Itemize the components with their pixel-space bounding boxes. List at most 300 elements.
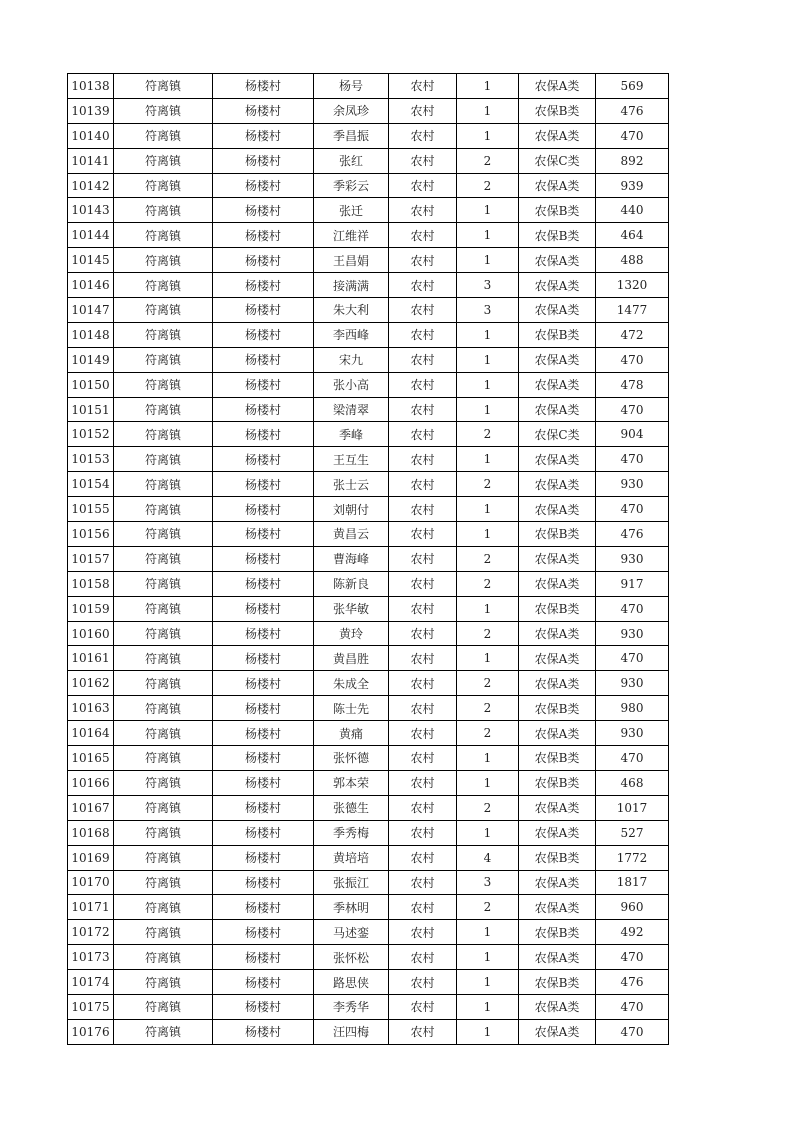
type-cell: 农村 bbox=[389, 920, 457, 945]
type-cell: 农村 bbox=[389, 746, 457, 771]
id-cell: 10166 bbox=[68, 770, 114, 795]
amount-cell: 569 bbox=[596, 74, 669, 99]
amount-cell: 527 bbox=[596, 820, 669, 845]
name-cell: 王互生 bbox=[314, 447, 389, 472]
table-row bbox=[68, 870, 669, 895]
village-cell: 杨楼村 bbox=[213, 123, 314, 148]
amount-cell: 980 bbox=[596, 696, 669, 721]
name-cell: 梁清翠 bbox=[314, 397, 389, 422]
household-count-cell: 4 bbox=[457, 845, 519, 870]
household-count-cell: 3 bbox=[457, 870, 519, 895]
town-cell: 符离镇 bbox=[114, 721, 213, 746]
name-cell: 黄昌云 bbox=[314, 522, 389, 547]
table-row bbox=[68, 422, 669, 447]
village-cell: 杨楼村 bbox=[213, 671, 314, 696]
category-cell: 农保A类 bbox=[519, 248, 596, 273]
category-cell: 农保A类 bbox=[519, 298, 596, 323]
town-cell: 符离镇 bbox=[114, 770, 213, 795]
type-cell: 农村 bbox=[389, 845, 457, 870]
id-cell: 10156 bbox=[68, 522, 114, 547]
id-cell: 10155 bbox=[68, 497, 114, 522]
category-cell: 农保A类 bbox=[519, 994, 596, 1019]
household-count-cell: 1 bbox=[457, 1019, 519, 1044]
household-count-cell: 1 bbox=[457, 497, 519, 522]
amount-cell: 470 bbox=[596, 123, 669, 148]
amount-cell: 470 bbox=[596, 497, 669, 522]
table-row bbox=[68, 322, 669, 347]
name-cell: 汪四梅 bbox=[314, 1019, 389, 1044]
household-count-cell: 1 bbox=[457, 123, 519, 148]
type-cell: 农村 bbox=[389, 945, 457, 970]
type-cell: 农村 bbox=[389, 870, 457, 895]
category-cell: 农保A类 bbox=[519, 472, 596, 497]
household-count-cell: 1 bbox=[457, 347, 519, 372]
amount-cell: 488 bbox=[596, 248, 669, 273]
id-cell: 10159 bbox=[68, 596, 114, 621]
id-cell: 10148 bbox=[68, 322, 114, 347]
household-count-cell: 1 bbox=[457, 248, 519, 273]
table-row bbox=[68, 497, 669, 522]
name-cell: 季彩云 bbox=[314, 173, 389, 198]
household-count-cell: 1 bbox=[457, 198, 519, 223]
name-cell: 路思侠 bbox=[314, 970, 389, 995]
category-cell: 农保A类 bbox=[519, 621, 596, 646]
table-body bbox=[68, 74, 669, 1045]
type-cell: 农村 bbox=[389, 770, 457, 795]
amount-cell: 930 bbox=[596, 621, 669, 646]
type-cell: 农村 bbox=[389, 422, 457, 447]
type-cell: 农村 bbox=[389, 1019, 457, 1044]
id-cell: 10170 bbox=[68, 870, 114, 895]
village-cell: 杨楼村 bbox=[213, 347, 314, 372]
category-cell: 农保B类 bbox=[519, 522, 596, 547]
type-cell: 农村 bbox=[389, 198, 457, 223]
table-row bbox=[68, 920, 669, 945]
town-cell: 符离镇 bbox=[114, 845, 213, 870]
town-cell: 符离镇 bbox=[114, 546, 213, 571]
table-row bbox=[68, 198, 669, 223]
category-cell: 农保C类 bbox=[519, 148, 596, 173]
town-cell: 符离镇 bbox=[114, 696, 213, 721]
town-cell: 符离镇 bbox=[114, 472, 213, 497]
category-cell: 农保B类 bbox=[519, 596, 596, 621]
household-count-cell: 1 bbox=[457, 98, 519, 123]
id-cell: 10172 bbox=[68, 920, 114, 945]
table-row bbox=[68, 397, 669, 422]
table-row bbox=[68, 248, 669, 273]
table-row bbox=[68, 770, 669, 795]
name-cell: 季秀梅 bbox=[314, 820, 389, 845]
household-count-cell: 2 bbox=[457, 795, 519, 820]
name-cell: 张士云 bbox=[314, 472, 389, 497]
town-cell: 符离镇 bbox=[114, 497, 213, 522]
id-cell: 10162 bbox=[68, 671, 114, 696]
amount-cell: 476 bbox=[596, 522, 669, 547]
household-count-cell: 2 bbox=[457, 148, 519, 173]
village-cell: 杨楼村 bbox=[213, 223, 314, 248]
category-cell: 农保A类 bbox=[519, 546, 596, 571]
town-cell: 符离镇 bbox=[114, 596, 213, 621]
type-cell: 农村 bbox=[389, 596, 457, 621]
name-cell: 朱成全 bbox=[314, 671, 389, 696]
table-row bbox=[68, 273, 669, 298]
town-cell: 符离镇 bbox=[114, 671, 213, 696]
type-cell: 农村 bbox=[389, 571, 457, 596]
household-count-cell: 2 bbox=[457, 173, 519, 198]
table-row bbox=[68, 721, 669, 746]
name-cell: 江维祥 bbox=[314, 223, 389, 248]
town-cell: 符离镇 bbox=[114, 273, 213, 298]
village-cell: 杨楼村 bbox=[213, 721, 314, 746]
village-cell: 杨楼村 bbox=[213, 422, 314, 447]
household-count-cell: 1 bbox=[457, 945, 519, 970]
name-cell: 李西峰 bbox=[314, 322, 389, 347]
id-cell: 10176 bbox=[68, 1019, 114, 1044]
town-cell: 符离镇 bbox=[114, 746, 213, 771]
category-cell: 农保B类 bbox=[519, 98, 596, 123]
table-row bbox=[68, 347, 669, 372]
amount-cell: 472 bbox=[596, 322, 669, 347]
category-cell: 农保A类 bbox=[519, 795, 596, 820]
town-cell: 符离镇 bbox=[114, 173, 213, 198]
id-cell: 10144 bbox=[68, 223, 114, 248]
village-cell: 杨楼村 bbox=[213, 173, 314, 198]
id-cell: 10141 bbox=[68, 148, 114, 173]
town-cell: 符离镇 bbox=[114, 198, 213, 223]
village-cell: 杨楼村 bbox=[213, 696, 314, 721]
village-cell: 杨楼村 bbox=[213, 497, 314, 522]
name-cell: 陈士先 bbox=[314, 696, 389, 721]
amount-cell: 1477 bbox=[596, 298, 669, 323]
name-cell: 张华敏 bbox=[314, 596, 389, 621]
village-cell: 杨楼村 bbox=[213, 372, 314, 397]
village-cell: 杨楼村 bbox=[213, 98, 314, 123]
name-cell: 黄痛 bbox=[314, 721, 389, 746]
town-cell: 符离镇 bbox=[114, 945, 213, 970]
town-cell: 符离镇 bbox=[114, 322, 213, 347]
id-cell: 10147 bbox=[68, 298, 114, 323]
category-cell: 农保B类 bbox=[519, 845, 596, 870]
id-cell: 10138 bbox=[68, 74, 114, 99]
amount-cell: 470 bbox=[596, 945, 669, 970]
name-cell: 张红 bbox=[314, 148, 389, 173]
name-cell: 张振江 bbox=[314, 870, 389, 895]
town-cell: 符离镇 bbox=[114, 248, 213, 273]
amount-cell: 470 bbox=[596, 746, 669, 771]
id-cell: 10171 bbox=[68, 895, 114, 920]
id-cell: 10173 bbox=[68, 945, 114, 970]
table-row bbox=[68, 173, 669, 198]
name-cell: 张怀德 bbox=[314, 746, 389, 771]
amount-cell: 470 bbox=[596, 1019, 669, 1044]
village-cell: 杨楼村 bbox=[213, 74, 314, 99]
id-cell: 10161 bbox=[68, 646, 114, 671]
table-row bbox=[68, 298, 669, 323]
id-cell: 10165 bbox=[68, 746, 114, 771]
town-cell: 符离镇 bbox=[114, 223, 213, 248]
category-cell: 农保A类 bbox=[519, 671, 596, 696]
category-cell: 农保A类 bbox=[519, 497, 596, 522]
village-cell: 杨楼村 bbox=[213, 646, 314, 671]
village-cell: 杨楼村 bbox=[213, 870, 314, 895]
amount-cell: 476 bbox=[596, 98, 669, 123]
town-cell: 符离镇 bbox=[114, 1019, 213, 1044]
town-cell: 符离镇 bbox=[114, 621, 213, 646]
town-cell: 符离镇 bbox=[114, 920, 213, 945]
household-count-cell: 1 bbox=[457, 994, 519, 1019]
table-row bbox=[68, 571, 669, 596]
table-row bbox=[68, 522, 669, 547]
household-count-cell: 3 bbox=[457, 273, 519, 298]
table-row bbox=[68, 820, 669, 845]
household-count-cell: 1 bbox=[457, 322, 519, 347]
table-row bbox=[68, 148, 669, 173]
village-cell: 杨楼村 bbox=[213, 994, 314, 1019]
name-cell: 杨号 bbox=[314, 74, 389, 99]
table-row bbox=[68, 746, 669, 771]
table-row bbox=[68, 546, 669, 571]
id-cell: 10152 bbox=[68, 422, 114, 447]
type-cell: 农村 bbox=[389, 895, 457, 920]
table-row bbox=[68, 447, 669, 472]
village-cell: 杨楼村 bbox=[213, 920, 314, 945]
table-row bbox=[68, 596, 669, 621]
name-cell: 季峰 bbox=[314, 422, 389, 447]
household-count-cell: 2 bbox=[457, 472, 519, 497]
type-cell: 农村 bbox=[389, 273, 457, 298]
name-cell: 朱大利 bbox=[314, 298, 389, 323]
type-cell: 农村 bbox=[389, 671, 457, 696]
village-cell: 杨楼村 bbox=[213, 1019, 314, 1044]
category-cell: 农保A类 bbox=[519, 447, 596, 472]
town-cell: 符离镇 bbox=[114, 795, 213, 820]
table-row bbox=[68, 970, 669, 995]
village-cell: 杨楼村 bbox=[213, 621, 314, 646]
type-cell: 农村 bbox=[389, 223, 457, 248]
category-cell: 农保A类 bbox=[519, 646, 596, 671]
id-cell: 10154 bbox=[68, 472, 114, 497]
id-cell: 10169 bbox=[68, 845, 114, 870]
id-cell: 10174 bbox=[68, 970, 114, 995]
household-count-cell: 1 bbox=[457, 770, 519, 795]
amount-cell: 470 bbox=[596, 447, 669, 472]
type-cell: 农村 bbox=[389, 820, 457, 845]
category-cell: 农保C类 bbox=[519, 422, 596, 447]
household-count-cell: 2 bbox=[457, 671, 519, 696]
household-count-cell: 3 bbox=[457, 298, 519, 323]
name-cell: 张怀松 bbox=[314, 945, 389, 970]
table-row bbox=[68, 372, 669, 397]
household-count-cell: 1 bbox=[457, 397, 519, 422]
town-cell: 符离镇 bbox=[114, 123, 213, 148]
amount-cell: 1320 bbox=[596, 273, 669, 298]
household-count-cell: 1 bbox=[457, 970, 519, 995]
household-count-cell: 2 bbox=[457, 721, 519, 746]
type-cell: 农村 bbox=[389, 298, 457, 323]
type-cell: 农村 bbox=[389, 497, 457, 522]
name-cell: 刘朝付 bbox=[314, 497, 389, 522]
table-row bbox=[68, 696, 669, 721]
town-cell: 符离镇 bbox=[114, 98, 213, 123]
type-cell: 农村 bbox=[389, 173, 457, 198]
name-cell: 曹海峰 bbox=[314, 546, 389, 571]
category-cell: 农保A类 bbox=[519, 397, 596, 422]
type-cell: 农村 bbox=[389, 970, 457, 995]
household-count-cell: 1 bbox=[457, 920, 519, 945]
id-cell: 10145 bbox=[68, 248, 114, 273]
id-cell: 10151 bbox=[68, 397, 114, 422]
id-cell: 10139 bbox=[68, 98, 114, 123]
village-cell: 杨楼村 bbox=[213, 945, 314, 970]
type-cell: 农村 bbox=[389, 123, 457, 148]
amount-cell: 904 bbox=[596, 422, 669, 447]
type-cell: 农村 bbox=[389, 347, 457, 372]
table-row bbox=[68, 74, 669, 99]
town-cell: 符离镇 bbox=[114, 447, 213, 472]
village-cell: 杨楼村 bbox=[213, 820, 314, 845]
id-cell: 10168 bbox=[68, 820, 114, 845]
village-cell: 杨楼村 bbox=[213, 546, 314, 571]
type-cell: 农村 bbox=[389, 148, 457, 173]
name-cell: 接满满 bbox=[314, 273, 389, 298]
town-cell: 符离镇 bbox=[114, 347, 213, 372]
village-cell: 杨楼村 bbox=[213, 248, 314, 273]
town-cell: 符离镇 bbox=[114, 970, 213, 995]
name-cell: 张德生 bbox=[314, 795, 389, 820]
village-cell: 杨楼村 bbox=[213, 522, 314, 547]
id-cell: 10149 bbox=[68, 347, 114, 372]
type-cell: 农村 bbox=[389, 397, 457, 422]
amount-cell: 464 bbox=[596, 223, 669, 248]
amount-cell: 930 bbox=[596, 721, 669, 746]
id-cell: 10167 bbox=[68, 795, 114, 820]
id-cell: 10157 bbox=[68, 546, 114, 571]
type-cell: 农村 bbox=[389, 522, 457, 547]
category-cell: 农保A类 bbox=[519, 895, 596, 920]
village-cell: 杨楼村 bbox=[213, 596, 314, 621]
id-cell: 10146 bbox=[68, 273, 114, 298]
village-cell: 杨楼村 bbox=[213, 148, 314, 173]
category-cell: 农保A类 bbox=[519, 123, 596, 148]
table-row bbox=[68, 845, 669, 870]
name-cell: 郭本荣 bbox=[314, 770, 389, 795]
village-cell: 杨楼村 bbox=[213, 447, 314, 472]
village-cell: 杨楼村 bbox=[213, 770, 314, 795]
amount-cell: 478 bbox=[596, 372, 669, 397]
type-cell: 农村 bbox=[389, 98, 457, 123]
table-row bbox=[68, 994, 669, 1019]
household-count-cell: 1 bbox=[457, 223, 519, 248]
id-cell: 10160 bbox=[68, 621, 114, 646]
beneficiary-table bbox=[67, 73, 669, 1045]
household-count-cell: 2 bbox=[457, 546, 519, 571]
category-cell: 农保A类 bbox=[519, 945, 596, 970]
type-cell: 农村 bbox=[389, 372, 457, 397]
household-count-cell: 1 bbox=[457, 820, 519, 845]
id-cell: 10143 bbox=[68, 198, 114, 223]
amount-cell: 939 bbox=[596, 173, 669, 198]
amount-cell: 930 bbox=[596, 472, 669, 497]
town-cell: 符离镇 bbox=[114, 372, 213, 397]
town-cell: 符离镇 bbox=[114, 994, 213, 1019]
town-cell: 符离镇 bbox=[114, 74, 213, 99]
town-cell: 符离镇 bbox=[114, 422, 213, 447]
amount-cell: 930 bbox=[596, 546, 669, 571]
name-cell: 张迁 bbox=[314, 198, 389, 223]
amount-cell: 492 bbox=[596, 920, 669, 945]
category-cell: 农保B类 bbox=[519, 696, 596, 721]
town-cell: 符离镇 bbox=[114, 298, 213, 323]
amount-cell: 930 bbox=[596, 671, 669, 696]
category-cell: 农保B类 bbox=[519, 920, 596, 945]
category-cell: 农保A类 bbox=[519, 571, 596, 596]
type-cell: 农村 bbox=[389, 696, 457, 721]
table-row bbox=[68, 1019, 669, 1044]
table-row bbox=[68, 646, 669, 671]
amount-cell: 1817 bbox=[596, 870, 669, 895]
category-cell: 农保B类 bbox=[519, 198, 596, 223]
id-cell: 10150 bbox=[68, 372, 114, 397]
amount-cell: 470 bbox=[596, 397, 669, 422]
household-count-cell: 2 bbox=[457, 571, 519, 596]
town-cell: 符离镇 bbox=[114, 148, 213, 173]
type-cell: 农村 bbox=[389, 322, 457, 347]
type-cell: 农村 bbox=[389, 621, 457, 646]
town-cell: 符离镇 bbox=[114, 646, 213, 671]
type-cell: 农村 bbox=[389, 646, 457, 671]
category-cell: 农保B类 bbox=[519, 223, 596, 248]
category-cell: 农保A类 bbox=[519, 870, 596, 895]
household-count-cell: 1 bbox=[457, 596, 519, 621]
amount-cell: 476 bbox=[596, 970, 669, 995]
household-count-cell: 1 bbox=[457, 522, 519, 547]
village-cell: 杨楼村 bbox=[213, 845, 314, 870]
category-cell: 农保A类 bbox=[519, 347, 596, 372]
category-cell: 农保B类 bbox=[519, 970, 596, 995]
category-cell: 农保A类 bbox=[519, 173, 596, 198]
amount-cell: 470 bbox=[596, 596, 669, 621]
amount-cell: 917 bbox=[596, 571, 669, 596]
town-cell: 符离镇 bbox=[114, 820, 213, 845]
village-cell: 杨楼村 bbox=[213, 895, 314, 920]
table-row bbox=[68, 945, 669, 970]
name-cell: 王昌娟 bbox=[314, 248, 389, 273]
type-cell: 农村 bbox=[389, 248, 457, 273]
household-count-cell: 2 bbox=[457, 696, 519, 721]
table-row bbox=[68, 795, 669, 820]
name-cell: 宋九 bbox=[314, 347, 389, 372]
type-cell: 农村 bbox=[389, 472, 457, 497]
name-cell: 李秀华 bbox=[314, 994, 389, 1019]
id-cell: 10158 bbox=[68, 571, 114, 596]
amount-cell: 470 bbox=[596, 347, 669, 372]
id-cell: 10175 bbox=[68, 994, 114, 1019]
table-row bbox=[68, 895, 669, 920]
village-cell: 杨楼村 bbox=[213, 397, 314, 422]
id-cell: 10163 bbox=[68, 696, 114, 721]
category-cell: 农保A类 bbox=[519, 1019, 596, 1044]
category-cell: 农保A类 bbox=[519, 721, 596, 746]
town-cell: 符离镇 bbox=[114, 397, 213, 422]
table-row bbox=[68, 621, 669, 646]
village-cell: 杨楼村 bbox=[213, 322, 314, 347]
type-cell: 农村 bbox=[389, 721, 457, 746]
amount-cell: 1017 bbox=[596, 795, 669, 820]
village-cell: 杨楼村 bbox=[213, 273, 314, 298]
name-cell: 季昌振 bbox=[314, 123, 389, 148]
town-cell: 符离镇 bbox=[114, 870, 213, 895]
village-cell: 杨楼村 bbox=[213, 970, 314, 995]
